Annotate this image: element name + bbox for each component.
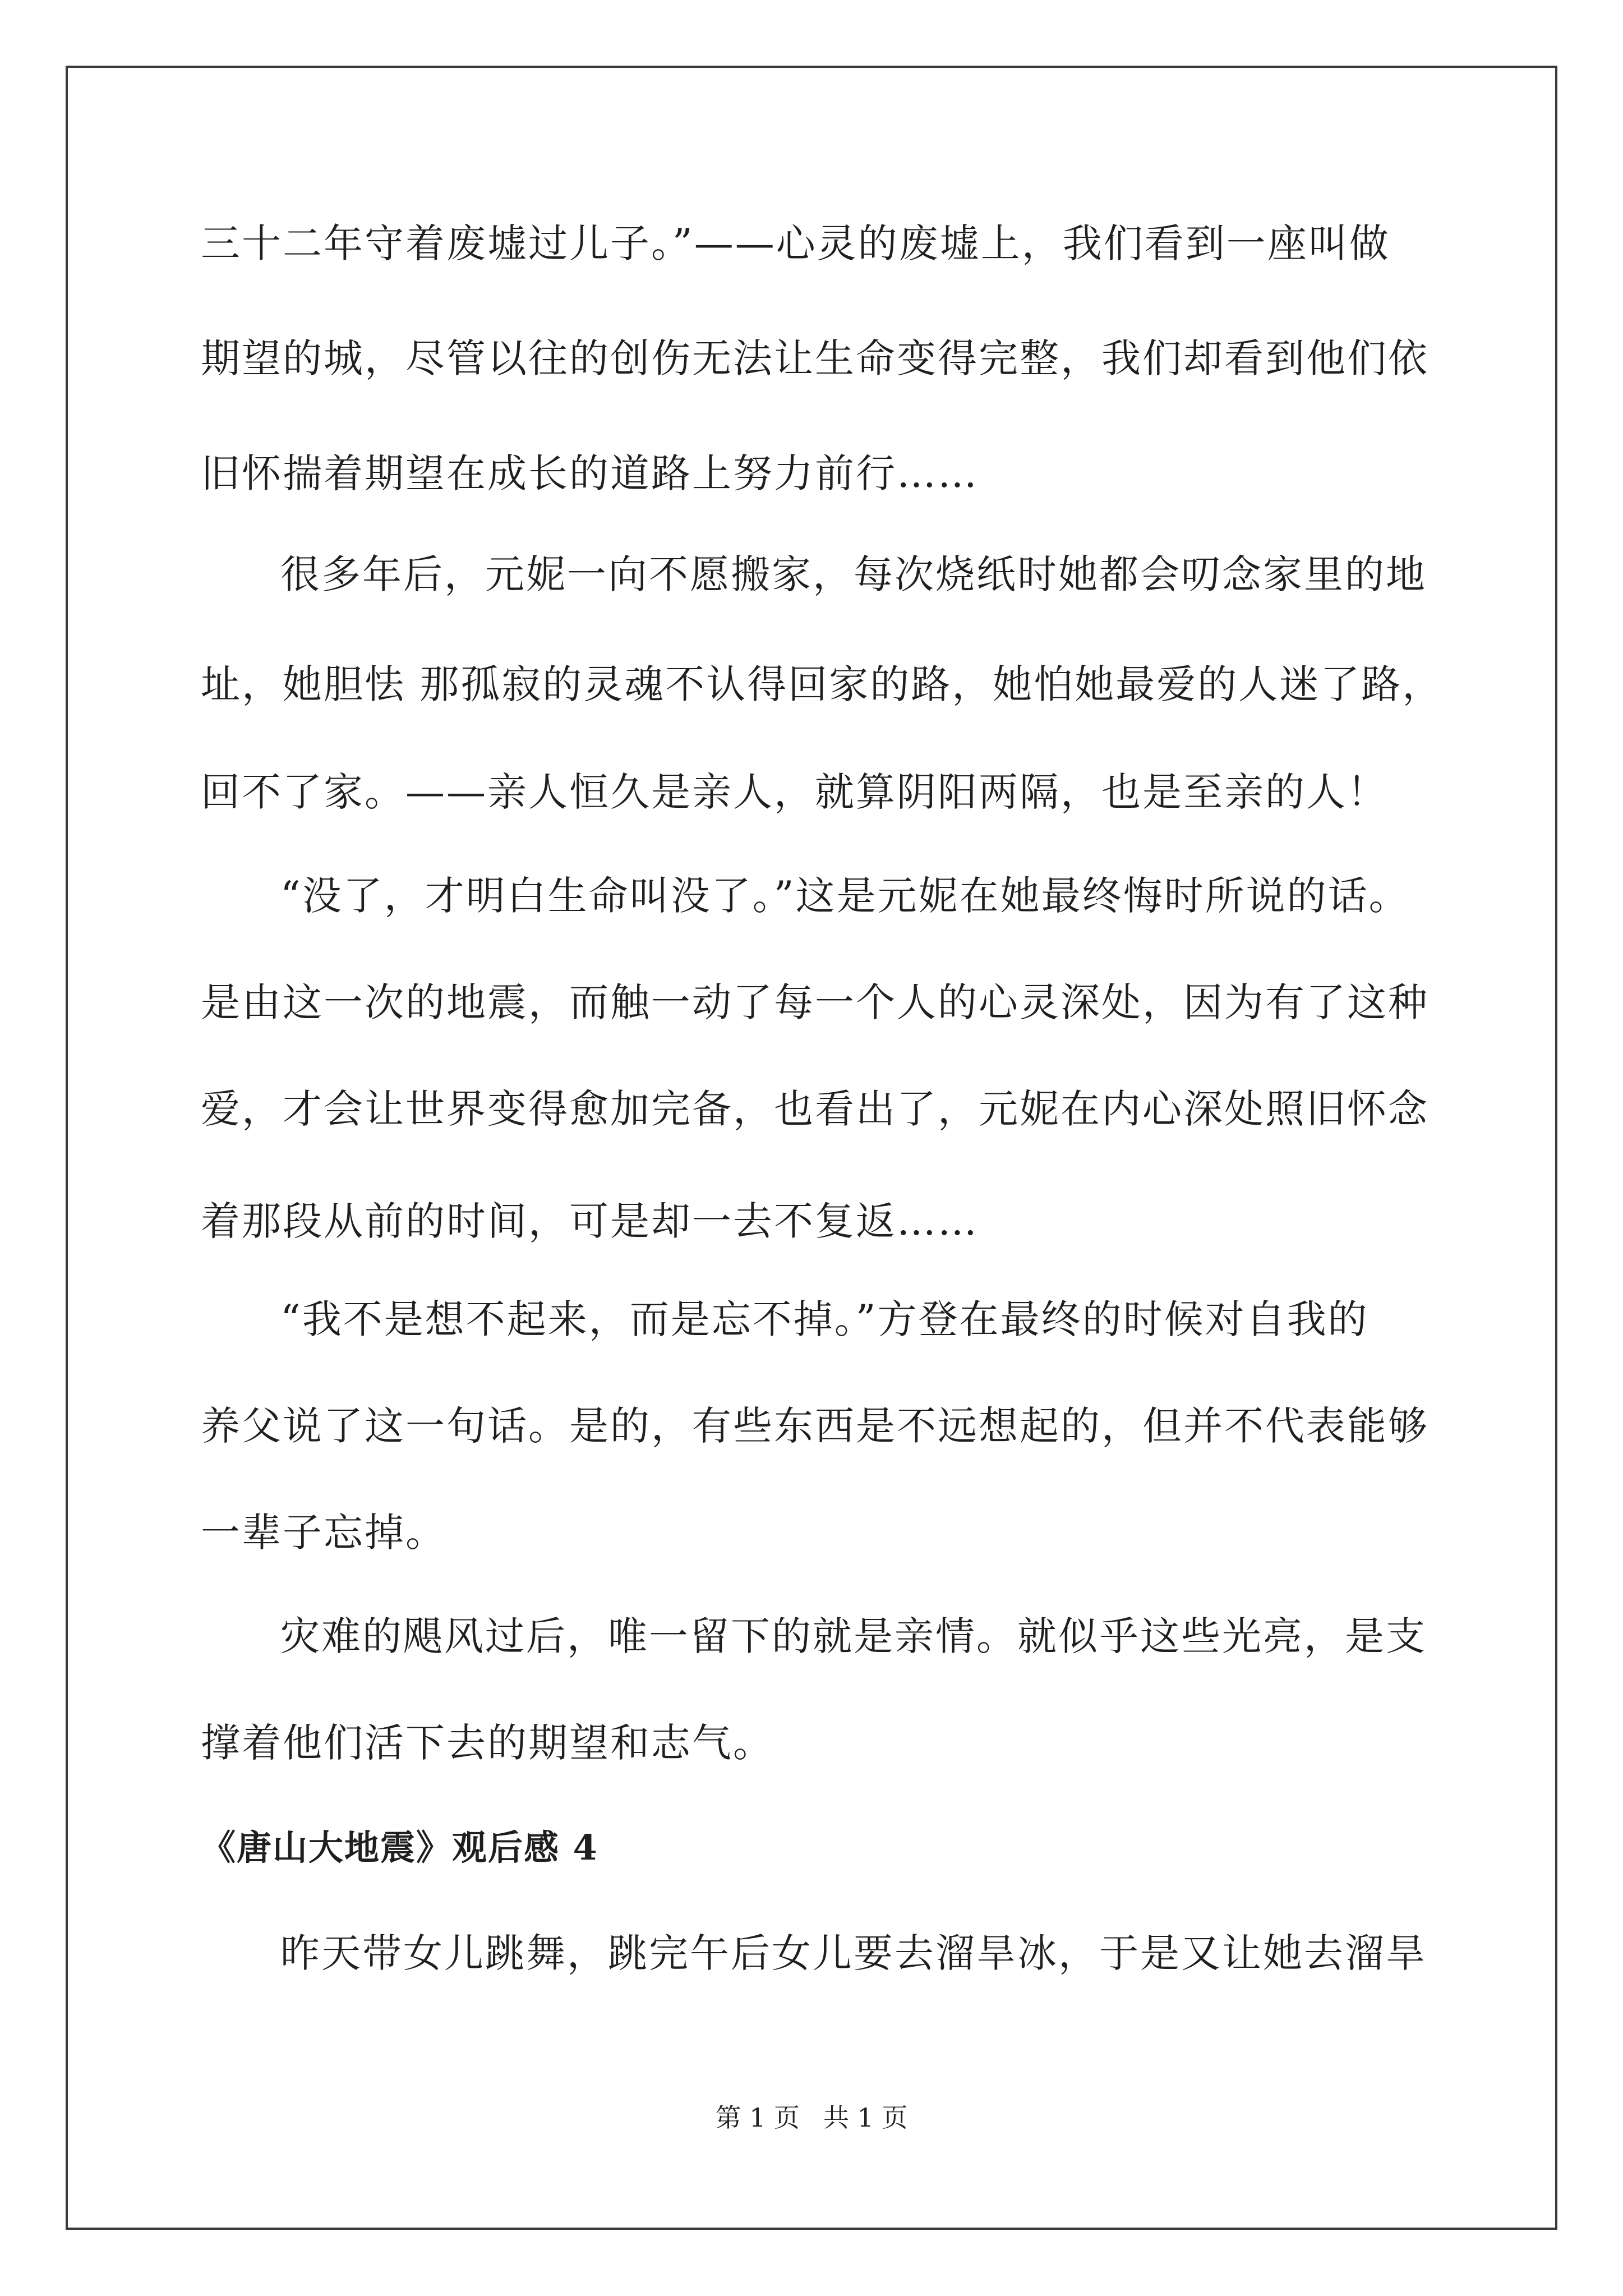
paragraph-5-line-2: 撑着他们活下去的期望和志气。: [201, 1720, 774, 1766]
page-total: 共 1 页: [823, 2102, 908, 2133]
paragraph-2-line-1: 很多年后，元妮一向不愿搬家，每次烧纸时她都会叨念家里的地: [280, 551, 1427, 597]
paragraph-5-line-1: 灾难的飓风过后，唯一留下的就是亲情。就似乎这些光亮，是支: [280, 1613, 1427, 1659]
paragraph-3-line-3: 爱，才会让世界变得愈加完备，也看出了，元妮在内心深处照旧怀念: [201, 1086, 1429, 1132]
paragraph-1-line-1: 三十二年守着废墟过儿子。”——心灵的废墟上，我们看到一座叫做: [201, 220, 1390, 266]
section-heading: 《唐山大地震》观后感 4: [201, 1827, 598, 1868]
paragraph-1-line-2: 期望的城，尽管以往的创伤无法让生命变得完整，我们却看到他们依: [201, 335, 1429, 381]
paragraph-3-line-1: “没了，才明白生命叫没了。”这是元妮在她最终悔时所说的话。: [280, 873, 1410, 919]
page-border: [66, 66, 1557, 2230]
paragraph-4-line-3: 一辈子忘掉。: [201, 1510, 446, 1556]
paragraph-1-line-3: 旧怀揣着期望在成长的道路上努力前行……: [201, 450, 979, 496]
paragraph-4-line-2: 养父说了这一句话。是的，有些东西是不远想起的，但并不代表能够: [201, 1403, 1429, 1449]
paragraph-2-line-3: 回不了家。——亲人恒久是亲人，就算阴阳两隔，也是至亲的人！: [201, 769, 1388, 815]
last-paragraph-line-1: 昨天带女儿跳舞，跳完午后女儿要去溜旱冰，于是又让她去溜旱: [280, 1930, 1427, 1976]
paragraph-3-line-4: 着那段从前的时间，可是却一去不复返……: [201, 1198, 979, 1244]
page-number: 第 1 页: [715, 2102, 800, 2133]
paragraph-4-line-1: “我不是想不起来，而是忘不掉。”方登在最终的时候对自我的: [280, 1296, 1369, 1342]
page-footer: [0, 2101, 1623, 2134]
paragraph-2-line-2: 址，她胆怯 那孤寂的灵魂不认得回家的路，她怕她最爱的人迷了路，: [201, 661, 1444, 707]
paragraph-3-line-2: 是由这一次的地震，而触一动了每一个人的心灵深处，因为有了这种: [201, 979, 1429, 1025]
